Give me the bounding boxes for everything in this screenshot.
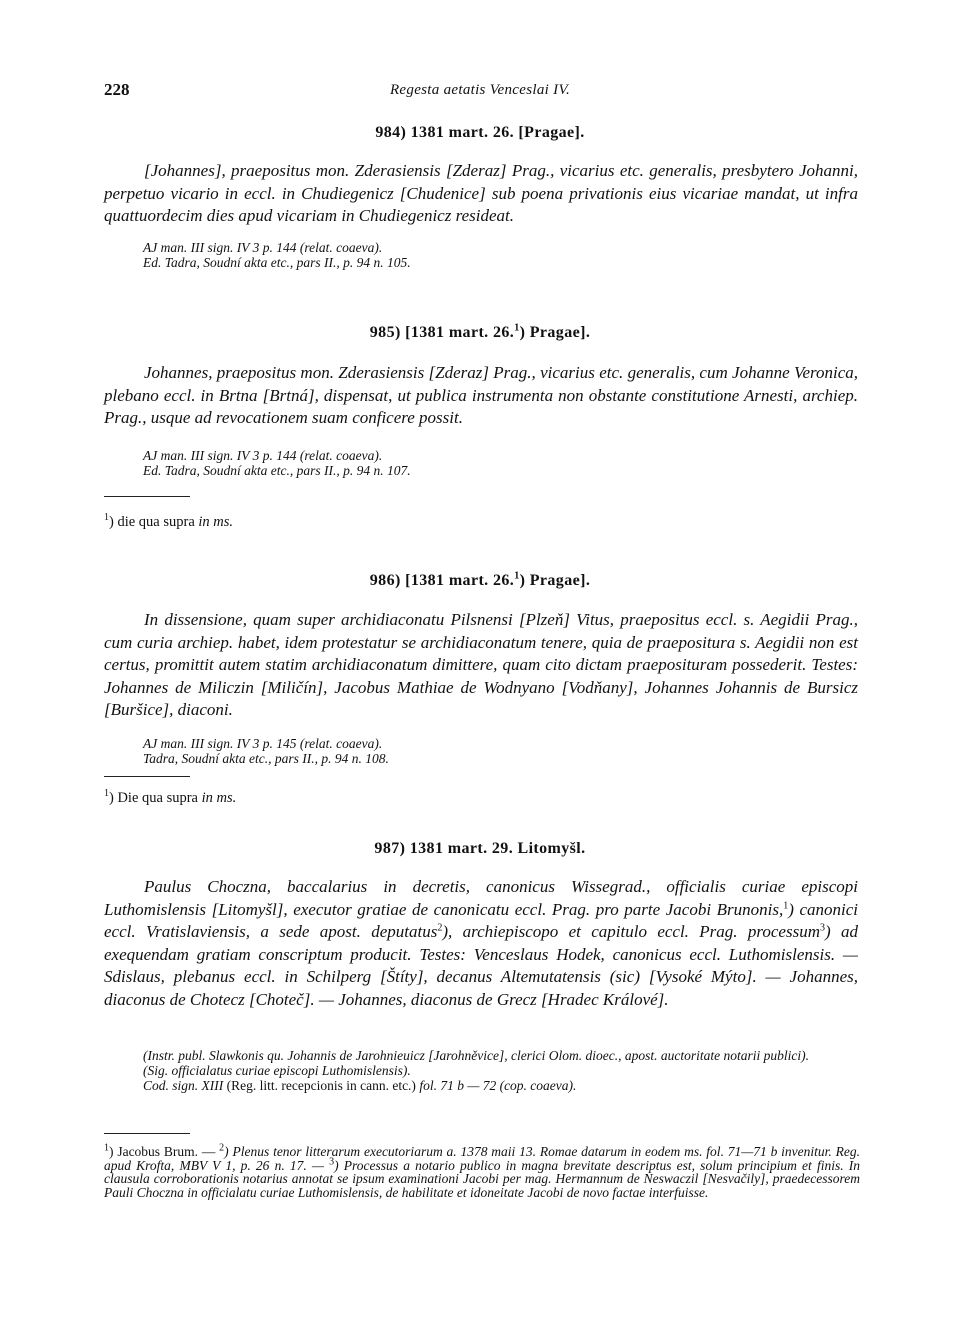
entry-987-text-3: ), archiepiscopo et capitulo eccl. Prag. processum (442, 922, 820, 941)
entry-987-source-3a: Cod. sign. XIII (143, 1078, 224, 1093)
entry-987-note-mark-1: 1 (783, 899, 789, 911)
entry-987-source-3b: (Reg. litt. recepcionis in cann. etc.) (226, 1078, 416, 1093)
entry-984-sources (143, 240, 863, 270)
entry-986-text (104, 609, 858, 722)
footnote-mark: 1 (104, 512, 109, 524)
footnote-3-text: ) Processus a notario publico in magna brevitate descriptus est, solum principium et finis. In clausula corroborationis notarius annotat se ipsum examinationi Jacobi per mag. Hermannum de Neswaczil [Nesvačily], praedecessorem Pauli Choczna in officialatu curiae Luthomislensis, de habilitate et idoneitate Jacobi de novo factae interfuisse. (104, 1157, 860, 1200)
entry-986-heading (104, 572, 856, 590)
footnote-italic: in ms. (201, 790, 237, 806)
entry-985-source-1: AJ man. III sign. IV 3 p. 144 (relat. coaeva). (143, 448, 383, 463)
entry-987-text-1: Paulus Choczna, baccalarius in decretis, canonicus Wissegrad., officialis curiae episcopi Luthomislensis [Litomyšl], executor gratiae de canonicatu eccl. Prag. pro parte Jacobi Brunonis, (104, 877, 858, 919)
footnote-mark-3: 3 (329, 1156, 335, 1167)
footnote-divider (104, 776, 190, 777)
entry-987-note-mark-3: 3 (819, 922, 825, 934)
entry-986-footnote (104, 790, 860, 806)
entry-987-heading: 987) 1381 mart. 29. Litomyšl. (374, 840, 586, 857)
entry-987-source-3 (104, 1078, 860, 1093)
page-number: 228 (104, 80, 130, 99)
footnote-mark-1: 1 (104, 1142, 109, 1154)
entry-986-source-1: AJ man. III sign. IV 3 p. 145 (relat. coaeva). (143, 736, 383, 751)
footnote-text: ) Die qua supra (109, 790, 198, 806)
entry-984-text: [Johannes], praepositus mon. Zderasiensis [Zderaz] Prag., vicarius etc. generalis, presbytero Johanni, perpetuo vicario in eccl. in Chudiegenicz [Chudenice] sub poena privationis eius vicariae mandat, ut infra quattuordecim dies apud vicariam in Chudiegenicz resideat. (104, 161, 858, 225)
entry-987-source-3c: fol. 71 b — 72 (cop. coaeva). (419, 1078, 577, 1093)
footnote-text: ) die qua supra (109, 514, 195, 530)
footnote-mark: 1 (104, 788, 109, 800)
entry-986-heading-footnote-mark: 1 (514, 570, 520, 582)
entry-987-witnesses: Testes: Venceslaus Hodek, canonicus eccl. Luthomislensis. — Sdislaus, plebanus eccl. in Schilperg [Štíty], decanus Altemutatensis (sic) [Vysoké Mýto]. — Johannes, diaconus de Chotecz [Choteč]. — Johannes, diaconus de Grecz [Hradec Králové]. (104, 944, 859, 1009)
entry-986-source-2: Tadra, Soudní akta etc., pars II., p. 94 n. 108. (143, 751, 389, 766)
entry-985-text: Johannes, praepositus mon. Zderasiensis [Zderaz] Prag., vicarius etc. generalis, cum Johanne Veronica, plebano eccl. in Brtna [Brtná], dispensat, ut publica instrumenta non obstante constitutione Arnesti, archiep. Prag., usque ad revocationem suam conficere possit. (104, 363, 858, 427)
entry-985-heading (104, 324, 856, 342)
entry-987-footnotes (104, 1142, 860, 1200)
running-head (104, 80, 856, 104)
footnote-1-text: ) Jacobus Brum. — (109, 1144, 216, 1159)
entry-985-heading-pre: 985) [1381 mart. 26. (369, 324, 515, 341)
entry-987-text-2: ) canonici eccl. Vratislaviensis, a sede apost. deputatus (104, 899, 858, 941)
entry-985-heading-footnote-mark: 1 (514, 322, 520, 334)
entry-985-footnote (104, 514, 860, 530)
entry-987-text (104, 876, 858, 1011)
entry-985-heading-post: ) Pragae]. (519, 324, 591, 341)
entry-986-heading-pre: 986) [1381 mart. 26. (369, 572, 515, 589)
entry-985-sources (143, 448, 863, 478)
entry-986-witnesses: Testes: Johannes de Miliczin [Miličín], Jacobus Mathiae de Wodnyano [Vodňany], Johannes Johannis de Bursicz [Buršice], diaconi. (104, 655, 858, 719)
footnote-mark-2: 2 (219, 1142, 225, 1154)
entry-987-note-mark-2: 2 (437, 922, 443, 934)
entry-984-source-2: Ed. Tadra, Soudní akta etc., pars II., p. 94 n. 105. (143, 255, 411, 270)
entry-984-heading: 984) 1381 mart. 26. [Pragae]. (375, 124, 585, 141)
entry-987-sources (104, 1048, 860, 1093)
entry-985-source-2: Ed. Tadra, Soudní akta etc., pars II., p. 94 n. 107. (143, 463, 411, 478)
entry-984-source-1: AJ man. III sign. IV 3 p. 144 (relat. coaeva). (143, 240, 383, 255)
footnote-divider (104, 496, 190, 497)
entry-986-sources (143, 736, 863, 766)
entry-986-heading-post: ) Pragae]. (519, 572, 591, 589)
running-title: Regesta aetatis Venceslai IV. (389, 82, 571, 98)
entry-987-source-2: (Sig. officialatus curiae episcopi Luthomislensis). (143, 1063, 411, 1078)
entry-987-source-1: (Instr. publ. Slawkonis qu. Johannis de Jarohnieuicz [Jarohněvice], clerici Olom. dioec., apost. auctoritate notarii publici). (143, 1048, 810, 1063)
footnote-2-text: ) Plenus tenor litterarum executoriarum a. 1378 maii 13. Romae datarum in eodem ms. fol. 71—71 b invenitur. Reg. apud Krofta, MBV V 1, p. 26 n. 17. — (104, 1144, 860, 1173)
footnote-italic: in ms. (198, 514, 234, 530)
entry-986-main: In dissensione, quam super archidiaconatu Pilsnensi [Plzeň] Vitus, praepositus eccl. s. Aegidii Prag., cum curia archiep. habet, idem protestatur se archidiaconatum tenere, quia de praepositura s. Aegidii non est certus, promittit autem statim archidiaconatum dimittere, quam cito dictam praeposituram possederit. (104, 610, 858, 674)
entry-987-text-4: ) ad exequendam gratiam conscriptum producit. (104, 922, 858, 964)
footnote-divider (104, 1133, 190, 1134)
